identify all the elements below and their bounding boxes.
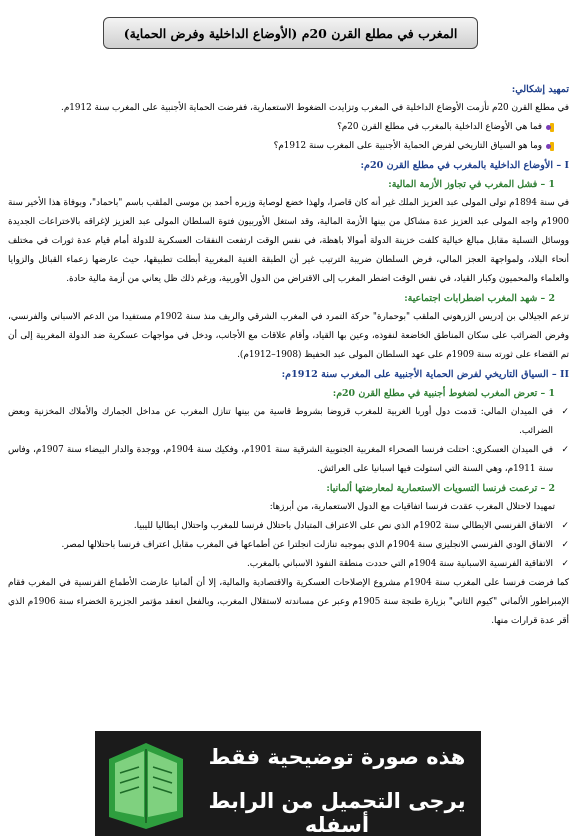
- section-1-sub-2-text: تزعم الجيلالي بن إدريس الزرهوني الملقب "بوحمارة" حركة التمرد في المغرب الشرقي والريف منذ سنة 1902م مستفيدا من الدعم الاسباني والفرنسي، وفرض الضرائب على سكان المناطق الخاضعة لنفوذه، وعين بها القياد، وأقام علاقات مع الأجانب، ودخل في مواجهات عسكرية ضد الدولة المغربية إلى أن تم القضاء على ثورته سنة 1909م على عهد السلطان المولى عبد الحفيظ (1908–1912م).: [8, 312, 569, 360]
- section-2-sub-2-intro: تمهيدا لاحتلال المغرب عقدت فرنسا اتفاقيات مع الدول الاستعمارية، من أبرزها:: [269, 502, 555, 512]
- list-item-text: في الميدان المالي: قدمت دول أوربا الغربية للمغرب قروضا بشروط قاسية من بينها تنازل المغرب عن مداخل الجمارك والأملاك المخزنية وبعض الضرائب.: [8, 407, 553, 436]
- list-item: [8, 517, 569, 536]
- checkmark-icon: ✓: [561, 407, 569, 417]
- list-item-text: في الميدان العسكري: احتلت فرنسا الصحراء المغربية الجنوبية الشرقية سنة 1901م، وفكيك سنة 1904م، ووجدة والدار البيضاء سنة 1907م، وفاس سنة 1911م، وهي السنة التي استولت فيها اسبانيا على العرائش.: [8, 445, 554, 474]
- book-icon: [101, 737, 191, 829]
- question-bullet-icon: [546, 123, 555, 132]
- section-1-sub-1-text: في سنة 1894م تولى المولى عبد العزيز الملك غير أنه كان قاصرا، ولهذا خضع لوصاية وزيره أحمد بن موسى الملقب باسم "باحماد"، وبوفاة هذا الأخير سنة 1900م واجه المولى عبد العزيز عدة مشاكل من بينها الأزمة المالية، وقد استغل الأوربيون فتوة السلطان المولى عبد العزيز لإغراقه بالاختراعات الجديدة ووسائل التسلية مقابل مبالغ خيالية كلفت خزينة الدولة أموالا باهظة، في نفس الوقت ارتفعت النفقات العسكرية للدولة أمام قيام عدة ثورات في مختلف أنحاء البلاد، ولمواجهة العجز المالي، فرض السلطان ضريبة الترتيب غير أن الطبقة الغنية المغربية أبطلت تطبيقها، حيث عارضها زعماء القبائل والزوايا والعلماء والمحميون وكبار القياد، في نفس الوقت اضطر المغرب إلى الاقتراض من الدول الأوربية، ورغم ذلك ظل يعاني من أزمة مالية حادة.: [8, 198, 569, 284]
- download-banner[interactable]: [95, 731, 481, 836]
- question-text: فما هي الأوضاع الداخلية بالمغرب في مطلع القرن 20م؟: [337, 122, 542, 132]
- checkmark-icon: ✓: [561, 521, 569, 531]
- banner-notice-text: هذه صورة توضيحية فقط: [208, 745, 466, 769]
- document-title: المغرب في مطلع القرن 20م (الأوضاع الداخلية وفرض الحماية): [123, 25, 458, 41]
- question-text: وما هو السياق التاريخي لفرض الحماية الأجنبية على المغرب سنة 1912م؟: [273, 141, 542, 151]
- list-item-text: الاتفاق الفرنسي الايطالي سنة 1902م الذي نص على الاعتراف المتبادل باحتلال فرنسا للمغرب واحتلال ايطاليا لليبيا.: [133, 521, 553, 531]
- checkmark-icon: ✓: [561, 559, 569, 569]
- question-item: [8, 137, 569, 156]
- question-bullet-icon: [546, 142, 555, 151]
- document-body: [8, 72, 569, 631]
- section-2-sub-2-heading: 2 – ترعمت فرنسا التسويات الاستعمارية لمعارضتها ألمانيا:: [326, 483, 555, 494]
- list-item: [8, 441, 569, 479]
- list-item-text: الاتفاقية الفرنسية الاسبانية سنة 1904م التي حددت منطقة النفوذ الاسباني بالمغرب.: [246, 559, 553, 569]
- list-item: [8, 403, 569, 441]
- section-1-sub-1-heading: 1 – فشل المغرب في تجاوز الأزمة المالية:: [388, 179, 555, 190]
- list-item: [8, 536, 569, 555]
- banner-download-text: يرجى التحميل من الرابط أسفله: [208, 789, 466, 837]
- list-item: [8, 555, 569, 574]
- section-2-heading: II – السياق التاريخي لفرض الحماية الأجنبية على المغرب سنة 1912م:: [281, 369, 569, 380]
- question-item: [8, 118, 569, 137]
- section-1-heading: I – الأوضاع الداخلية بالمغرب في مطلع القرن 20م:: [360, 160, 569, 171]
- checkmark-icon: ✓: [561, 445, 569, 455]
- list-item-text: الاتفاق الودي الفرنسي الانجليزي سنة 1904م الذي بموجبه تنازلت انجلترا عن أطماعها في المغرب مقابل اعتراف فرنسا باحتلالها لمصر.: [61, 540, 553, 550]
- checkmark-icon: ✓: [561, 540, 569, 550]
- section-2-sub-1-heading: 1 – تعرض المغرب لضغوط أجنبية في مطلع القرن 20م:: [332, 388, 555, 399]
- section-2-closing-text: كما فرضت فرنسا على المغرب سنة 1904م مشروع الإصلاحات العسكرية والاقتصادية والمالية، إلا أن ألمانيا عارضت الأطماع الفرنسية في المغرب فقام الإمبراطور الألماني "كيوم الثاني" بزيارة طنجة سنة 1905م وعبر عن مساندته لاستقلال المغرب، وبالفعل انعقد مؤتمر الجزيرة الخضراء سنة 1906م الذي أقر عدة قرارات منها.: [8, 578, 569, 626]
- intro-heading: تمهيد إشكالي:: [511, 84, 569, 95]
- intro-text: في مطلع القرن 20م تأزمت الأوضاع الداخلية في المغرب وتزايدت الضغوط الاستعمارية، ففرضت الحماية الأجنبية على المغرب سنة 1912م.: [61, 103, 569, 113]
- section-1-sub-2-heading: 2 – شهد المغرب اضطرابات اجتماعية:: [404, 293, 555, 304]
- document-title-box: [103, 17, 478, 49]
